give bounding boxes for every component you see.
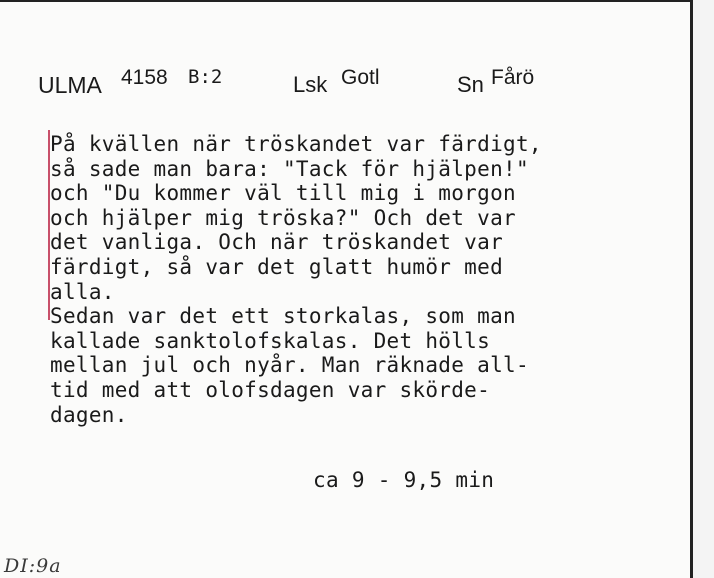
- recording-duration: ca 9 - 9,5 min: [313, 468, 495, 492]
- transcript-text: [50, 132, 680, 427]
- socken-label: Sn: [457, 72, 484, 97]
- card-header: [0, 64, 690, 104]
- record-suffix: B:2: [188, 66, 223, 88]
- landskap-label: Lsk: [293, 72, 328, 97]
- record-number: 4158: [121, 66, 168, 89]
- text-line: och "Du kommer väl till mig i morgon: [50, 181, 516, 206]
- archive-name: ULMA: [38, 72, 102, 98]
- text-line: alla.: [50, 279, 115, 304]
- landskap-value: Gotl: [341, 66, 380, 89]
- text-line: och hjälper mig tröska?" Och det var: [50, 205, 516, 230]
- text-line: dagen.: [50, 402, 128, 427]
- adjacent-card-strip: [693, 0, 714, 578]
- text-line: På kvällen när tröskandet var färdigt,: [50, 132, 542, 156]
- text-line: Sedan var det ett storkalas, som man: [50, 304, 516, 329]
- text-line: kallade sanktolofskalas. Det hölls: [50, 328, 491, 353]
- handwritten-note: DI:9a: [4, 555, 62, 577]
- text-line: färdigt, så var det glatt humör med: [50, 254, 504, 279]
- text-line: tid med att olofsdagen var skörde-: [50, 377, 491, 402]
- text-line: mellan jul och nyår. Man räknade all-: [50, 353, 529, 378]
- text-line: det vanliga. Och när tröskandet var: [50, 230, 504, 255]
- socken-value: Fårö: [491, 66, 535, 89]
- text-line: så sade man bara: "Tack för hjälpen!": [50, 156, 529, 181]
